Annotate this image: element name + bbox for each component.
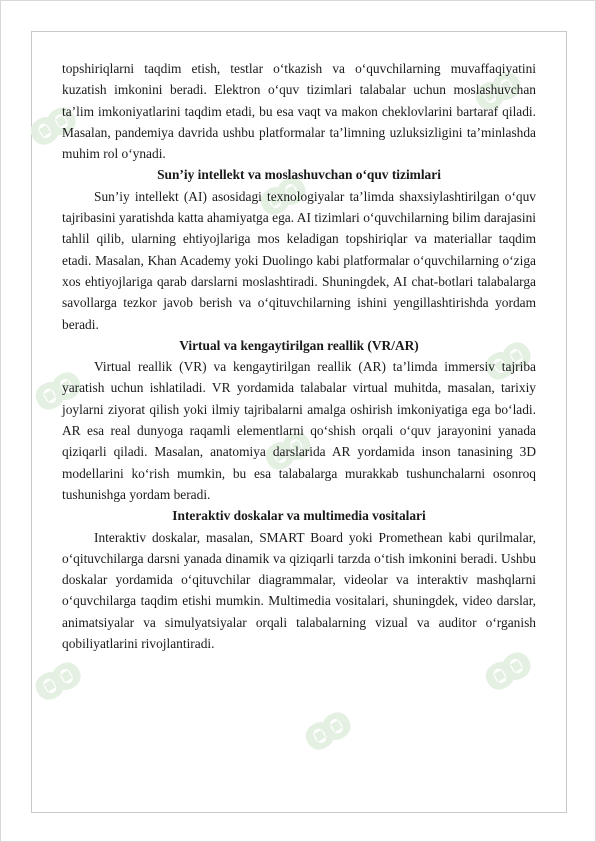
leaf-watermark-icon: ꙭ bbox=[15, 86, 87, 160]
leaf-watermark-icon: ꙭ bbox=[290, 691, 362, 765]
leaf-watermark-icon: ꙭ bbox=[245, 156, 317, 230]
paragraph: Interaktiv doskalar, masalan, SMART Board yoki Promethean kabi qurilmalar, o‘qituvchilarga darsni yanada dinamik va qiziqarli tarzda o‘tish imkonini beradi. Ushbu doskalar yordamida o‘qituvchilar diagrammalar, videolar va interaktiv mashqlarni o‘quvchilarga taqdim etishi mumkin. Multimedia vositalari, shuningdek, video darslar, animatsiyalar va simulyatsiyalar orqali talabalarning vizual va auditor o‘rganish qobiliyatlarini rivojlantiradi. bbox=[62, 529, 536, 652]
leaf-watermark-icon: ꙭ bbox=[20, 351, 92, 425]
section-heading: Sun’iy intellekt va moslashuvchan o‘quv tizimlari bbox=[157, 167, 441, 183]
leaf-watermark-icon: ꙭ bbox=[470, 631, 542, 705]
paragraph: Sun’iy intellekt (AI) asosidagi texnologiyalar ta’limda shaxsiylashtirilgan o‘quv tajribasini yaratishda katta ahamiyatga ega. AI tizimlari o‘quvchilarning bilim darajasini tahlil qilib, ularning ehtiyojlariga mos keladigan topshiriqlar va materiallar taqdim etadi. Masalan, Khan Academy yoki Duolingo kabi platformalar o‘quvchilarning o‘ziga xos ehtiyojlariga qarab darslarni moslashtiradi. Shuningdek, AI chat-botlari talabalarga savollarga tezkor javob berish va o‘qituvchilarning ishini yengillashtirishda yordam beradi. bbox=[62, 188, 536, 332]
section-heading: Virtual va kengaytirilgan reallik (VR/AR) bbox=[179, 337, 419, 353]
section-heading: Interaktiv doskalar va multimedia vositalari bbox=[172, 508, 426, 524]
leaf-watermark-icon: ꙭ bbox=[460, 51, 532, 125]
leaf-watermark-icon: ꙭ bbox=[250, 411, 322, 485]
leaf-watermark-icon: ꙭ bbox=[20, 641, 92, 715]
leaf-watermark-icon: ꙭ bbox=[470, 321, 542, 395]
paragraph: topshiriqlarni taqdim etish, testlar o‘tkazish va o‘quvchilarning muvaffaqiyatini kuzatish imkonini beradi. Elektron o‘quv tizimlari talabalar uchun moslashuvchan ta’lim imkoniyatlarini taqdim etadi, bu esa vaqt va makon cheklovlarini bartaraf qiladi. Masalan, pandemiya davrida ushbu platformalar ta’limning uzluksizligini ta’minlashda muhim rol o‘ynadi. bbox=[62, 61, 536, 162]
document-body bbox=[62, 58, 536, 654]
paragraph: Virtual reallik (VR) va kengaytirilgan reallik (AR) ta’limda immersiv tajriba yaratish uchun ishlatiladi. VR yordamida talabalar virtual muhitda, masalan, tarixiy joylarni ziyorat qilish yoki ilmiy tajribalarni amalga oshirish imkoniyatiga ega bo‘ladi. AR esa real dunyoga raqamli elementlarni qo‘shish orqali o‘quv jarayonini yanada qiziqarli qiladi. Masalan, anatomiya darslarida AR yordamida inson tanasining 3D modellarini ko‘rish mumkin, bu esa talabalarga murakkab tushunchalarni osonroq tushunishga yordam beradi. bbox=[62, 359, 536, 502]
